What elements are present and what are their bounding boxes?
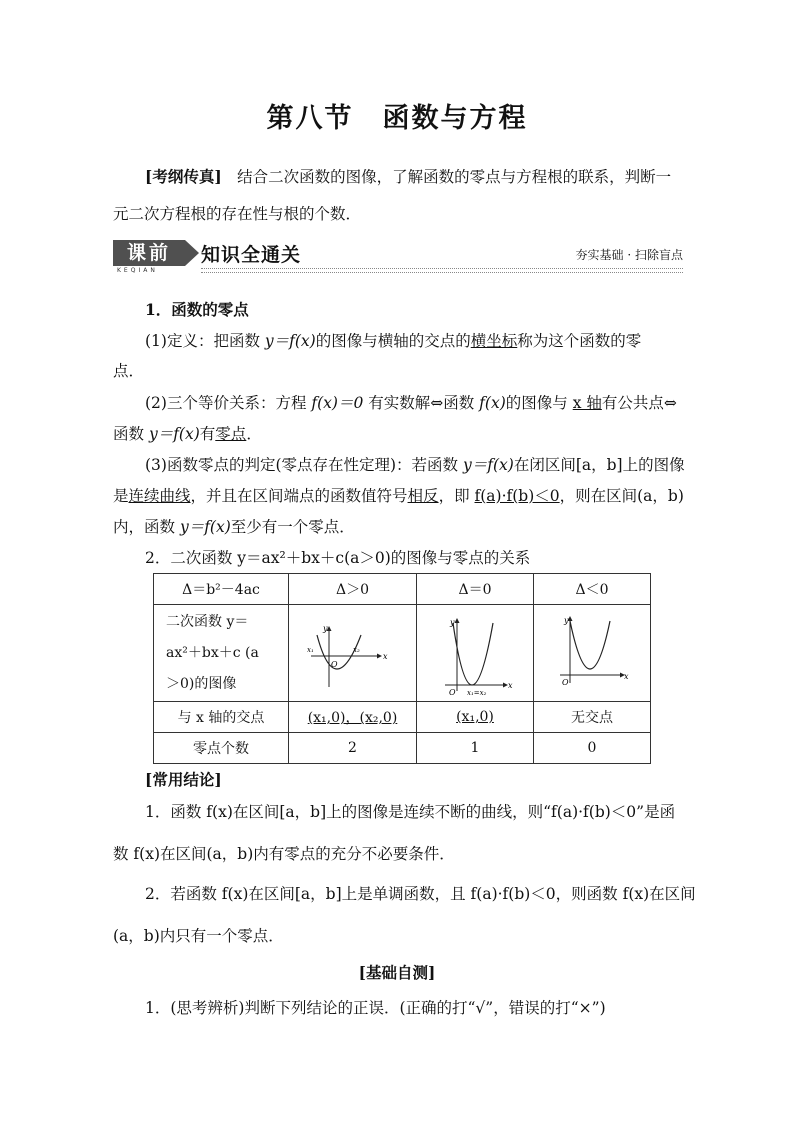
answer-blank: 连续曲线 bbox=[128, 487, 191, 505]
syllabus-tag: [考纲传真] bbox=[145, 167, 222, 186]
formula: y＝f(x) bbox=[264, 332, 316, 350]
formula: y＝f(x) bbox=[462, 456, 514, 474]
banner-title: 知识全通关 bbox=[201, 244, 302, 266]
s1-p3-line2 bbox=[113, 484, 684, 506]
banner-divider bbox=[201, 268, 683, 273]
answer-blank: x 轴 bbox=[572, 394, 602, 412]
text: ，则在区间(a，b) bbox=[559, 487, 684, 505]
table-row bbox=[154, 702, 651, 733]
table-row-label bbox=[154, 605, 289, 702]
page-title: 第八节 函数与方程 bbox=[266, 103, 528, 134]
label-line: 二次函数 y＝ bbox=[166, 613, 249, 630]
text: (1)定义：把函数 bbox=[145, 332, 265, 350]
syllabus-text: 结合二次函数的图像，了解函数的零点与方程根的联系，判断一元二次方程根的存在性与根的个数． bbox=[113, 168, 672, 223]
root-label: x₁ bbox=[307, 646, 314, 654]
zero-relation-table bbox=[153, 573, 651, 764]
text: ． bbox=[246, 425, 262, 443]
root-label: x₁=x₂ bbox=[467, 689, 487, 697]
graph-cell bbox=[534, 605, 651, 702]
axis-label: y bbox=[323, 624, 328, 633]
table-row-label: 与 x 轴的交点 bbox=[154, 702, 289, 733]
banner-arrow-icon bbox=[185, 240, 199, 266]
conclusion-1-line1: 1．函数 f(x)在区间[a，b]上的图像是连续不断的曲线，则“f(a)·f(b)＜0”是函 bbox=[145, 803, 676, 821]
text: ，即 bbox=[438, 487, 475, 505]
banner-label: 课前 bbox=[113, 240, 185, 266]
axis-label: y bbox=[564, 616, 569, 625]
table-header-row bbox=[154, 574, 651, 605]
table-header-cell: Δ＞0 bbox=[289, 574, 417, 605]
answer-blank: f(a)·f(b)＜0 bbox=[474, 487, 560, 505]
origin-label: O bbox=[331, 660, 338, 669]
selftest-tag: [基础自测] bbox=[358, 963, 436, 982]
graph-cell bbox=[289, 605, 417, 702]
root-label: x₂ bbox=[353, 646, 360, 654]
conclusion-2-line1: 2．若函数 f(x)在区间[a，b]上是单调函数，且 f(a)·f(b)＜0，则函数 f(x)在区间 bbox=[145, 885, 696, 903]
axis-label: x bbox=[624, 672, 629, 681]
table-cell: 2 bbox=[289, 733, 417, 764]
origin-label: O bbox=[449, 688, 456, 697]
parabola-two-roots-graph bbox=[289, 605, 416, 697]
table-cell bbox=[417, 702, 534, 733]
table-row bbox=[154, 605, 651, 702]
text: 称为这个函数的零 bbox=[517, 332, 642, 350]
text: ，并且在区间端点的函数值符号 bbox=[190, 487, 408, 505]
conclusion-2-line2: (a，b)内只有一个零点． bbox=[113, 927, 284, 945]
text: 内，函数 bbox=[113, 518, 180, 536]
table-header-cell: Δ＜0 bbox=[534, 574, 651, 605]
table-row-label: 零点个数 bbox=[154, 733, 289, 764]
axis-label: y bbox=[450, 618, 455, 627]
parabola-no-root-graph bbox=[534, 605, 650, 697]
formula: f(x)＝0 bbox=[311, 394, 364, 412]
text: (3)函数零点的判定(零点存在性定理)：若函数 bbox=[145, 456, 463, 474]
conclusions-tag: [常用结论] bbox=[145, 770, 222, 789]
table-cell: 0 bbox=[534, 733, 651, 764]
text: 的图像与 bbox=[505, 394, 573, 412]
formula: y＝f(x) bbox=[148, 425, 200, 443]
formula: f(x) bbox=[479, 394, 506, 412]
banner-sub-label: KEQIAN bbox=[117, 267, 158, 274]
s1-p2-line1 bbox=[145, 391, 677, 413]
axis-label: x bbox=[383, 652, 388, 661]
s1-p3-line3 bbox=[113, 515, 355, 537]
axis-label: x bbox=[508, 681, 513, 690]
table-cell: 1 bbox=[417, 733, 534, 764]
text: 有公共点⇔ bbox=[601, 394, 677, 412]
s1-p3-line1 bbox=[145, 453, 685, 475]
s1-p1-line1 bbox=[145, 329, 641, 351]
table-row bbox=[154, 733, 651, 764]
text: 至少有一个零点． bbox=[230, 518, 355, 536]
text: 是 bbox=[113, 487, 129, 505]
text: (2)三个等价关系：方程 bbox=[145, 394, 312, 412]
answer-blank: (x₁,0) bbox=[456, 709, 494, 725]
graph-cell bbox=[417, 605, 534, 702]
formula: y＝f(x) bbox=[179, 518, 231, 536]
s1-heading: 1．函数的零点 bbox=[145, 300, 249, 319]
table-cell: 无交点 bbox=[534, 702, 651, 733]
label-line: ax²＋bx＋c (a bbox=[166, 644, 259, 661]
table-header-cell: Δ＝b²－4ac bbox=[154, 574, 289, 605]
text: 有 bbox=[199, 425, 216, 443]
s1-p2-line2 bbox=[113, 422, 262, 444]
answer-blank: 横坐标 bbox=[470, 332, 518, 350]
parabola-one-root-graph bbox=[417, 605, 533, 697]
syllabus-paragraph bbox=[113, 158, 683, 233]
answer-blank: 相反 bbox=[407, 487, 439, 505]
table-header-cell: Δ＝0 bbox=[417, 574, 534, 605]
text: 的图像与横轴的交点的 bbox=[315, 332, 471, 350]
answer-blank: (x₁,0)，(x₂,0) bbox=[307, 710, 398, 726]
s2-heading: 2．二次函数 y＝ax²＋bx＋c(a＞0)的图像与零点的关系 bbox=[145, 549, 531, 567]
s1-p1-line2: 点． bbox=[113, 362, 145, 380]
text: 有实数解⇔函数 bbox=[363, 394, 480, 412]
text: 函数 bbox=[113, 425, 149, 443]
conclusion-1-line2: 数 f(x)在区间(a，b)内有零点的充分不必要条件． bbox=[113, 845, 455, 863]
section-banner bbox=[113, 240, 683, 274]
origin-label: O bbox=[562, 678, 569, 687]
answer-blank: 零点 bbox=[215, 425, 247, 443]
text: 在闭区间[a，b]上的图像 bbox=[513, 456, 685, 474]
banner-motto: 夯实基础 · 扫除盲点 bbox=[575, 248, 683, 262]
question-1: 1．(思考辨析)判断下列结论的正误．(正确的打“√”，错误的打“×”) bbox=[145, 999, 606, 1017]
label-line: ＞0)的图像 bbox=[166, 675, 237, 692]
table-cell bbox=[289, 702, 417, 733]
